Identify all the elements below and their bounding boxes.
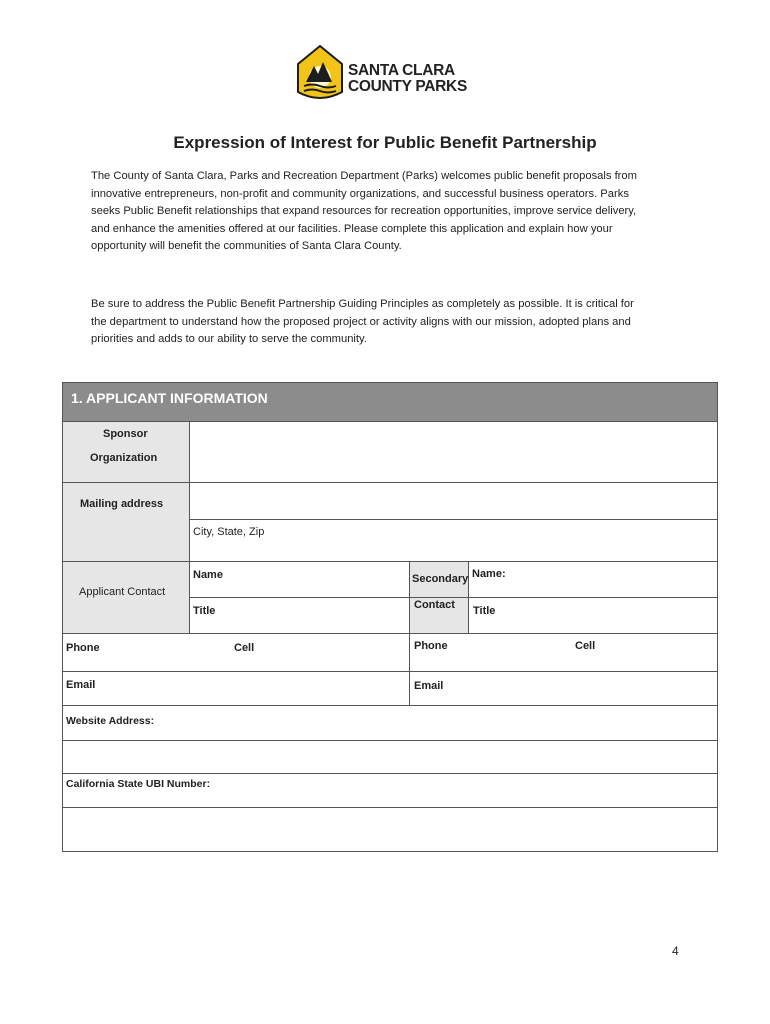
applicant-information-form <box>62 382 718 852</box>
secondary-title-label: Title <box>473 605 496 617</box>
applicant-name-field[interactable] <box>190 562 409 597</box>
secondary-phone-field[interactable] <box>410 634 717 671</box>
page-title: Expression of Interest for Public Benefit Partnership <box>173 133 597 152</box>
ubi-number-label: California State UBI Number: <box>66 778 211 790</box>
city-state-zip-label: City, State, Zip <box>193 526 265 538</box>
mailing-label-cell <box>63 482 189 561</box>
secondary-label: Secondary <box>412 573 469 585</box>
secondary-cell-label: Cell <box>575 640 596 652</box>
organization-label: Organization <box>90 452 158 464</box>
sponsor-label: Sponsor <box>103 428 148 440</box>
ubi-number-field[interactable] <box>63 808 717 851</box>
sponsor-label-cell <box>63 421 189 482</box>
mailing-address-field[interactable] <box>190 483 717 519</box>
secondary-name-label: Name: <box>472 568 506 580</box>
applicant-contact-label: Applicant Contact <box>79 586 166 598</box>
name-label: Name <box>193 569 223 581</box>
logo-wordmark <box>348 63 467 95</box>
title-label: Title <box>193 605 216 617</box>
applicant-contact-cell <box>63 561 189 633</box>
secondary-email-field[interactable] <box>410 672 717 705</box>
mailing-address-label: Mailing address <box>80 498 164 510</box>
ubi-label-row <box>63 774 717 807</box>
sponsor-organization-field[interactable] <box>190 422 717 482</box>
secondary-phone-label: Phone <box>414 640 448 652</box>
logo-line-1: SANTA CLARA <box>348 62 455 79</box>
contact-label: Contact <box>414 599 455 611</box>
secondary-name-field[interactable] <box>469 562 717 597</box>
secondary-title-field[interactable] <box>469 598 717 633</box>
website-address-field[interactable] <box>63 741 717 773</box>
phone-field[interactable] <box>63 634 409 671</box>
section-header-text: 1. APPLICANT INFORMATION <box>71 390 268 406</box>
principles-paragraph: Be sure to address the Public Benefit Partnership Guiding Principles as completely as possible. It is critical for the department to understand how the proposed project or activity aligns with our mission, adopted plans and priorities and adds to our ability to serve the community. <box>91 298 634 346</box>
intro-paragraph: The County of Santa Clara, Parks and Recreation Department (Parks) welcomes public benefit proposals from innovative entrepreneurs, non-profit and community organizations, and successful business operators. Parks seeks Public Benefit relationships that expand resources for recreation opportunities, improve service delivery, and enhance the amenities offered at our facilities. Please complete this application and explain how your opportunity will benefit the communities of Santa Clara County. <box>91 170 637 253</box>
email-field[interactable] <box>63 672 409 705</box>
page-number: 4 <box>672 944 679 958</box>
applicant-title-field[interactable] <box>190 598 409 633</box>
website-address-label: Website Address: <box>66 715 155 727</box>
website-label-row <box>63 706 717 740</box>
phone-label: Phone <box>66 642 100 654</box>
logo-line-2: COUNTY PARKS <box>348 78 467 95</box>
secondary-email-label: Email <box>414 680 444 692</box>
cell-label: Cell <box>234 642 255 654</box>
email-label: Email <box>66 679 96 691</box>
section-header <box>63 383 717 421</box>
city-state-zip-field[interactable] <box>190 520 717 561</box>
